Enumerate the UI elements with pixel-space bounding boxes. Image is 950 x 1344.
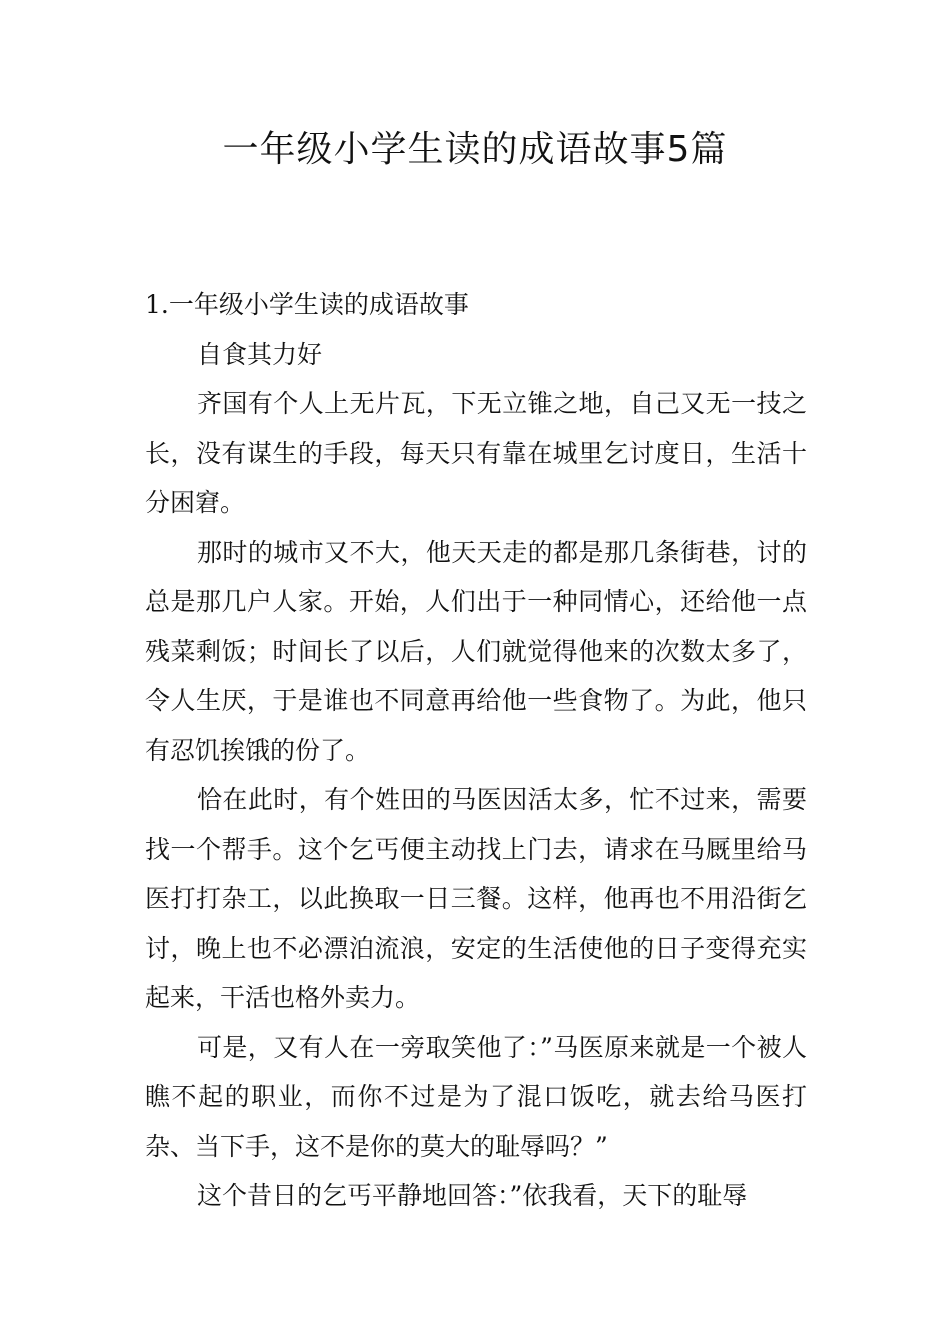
document-title: 一年级小学生读的成语故事5篇 <box>222 129 728 170</box>
paragraph-5: 这个昔日的乞丐平静地回答：”依我看，天下的耻辱 <box>197 1181 748 1210</box>
paragraph-2: 那时的城市又不大，他天天走的都是那几条街巷，讨的总是那几户人家。开始，人们出于一种同情心，还给他一点残菜剩饭；时间长了以后，人们就觉得他来的次数太多了，令人生厌，于是谁也不同意再给他一些食物了。为此，他只有忍饥挨饿的份了。 <box>145 537 807 765</box>
story-title: 自食其力好 <box>197 339 323 369</box>
section-heading: 1.一年级小学生读的成语故事 <box>145 290 469 319</box>
document-body <box>145 280 807 1221</box>
paragraph-4: 可是，又有人在一旁取笑他了：”马医原来就是一个被人瞧不起的职业，而你不过是为了混口饭吃，就去给马医打杂、当下手，这不是你的莫大的耻辱吗？” <box>145 1032 807 1161</box>
paragraph-1: 齐国有个人上无片瓦，下无立锥之地，自己又无一技之长，没有谋生的手段，每天只有靠在城里乞讨度日，生活十分困窘。 <box>145 389 807 517</box>
paragraph-3: 恰在此时，有个姓田的马医因活太多，忙不过来，需要找一个帮手。这个乞丐便主动找上门去，请求在马厩里给马医打打杂工，以此换取一日三餐。这样，他再也不用沿街乞讨，晚上也不必漂泊流浪，安定的生活使他的日子变得充实起来，干活也格外卖力。 <box>145 785 807 1012</box>
